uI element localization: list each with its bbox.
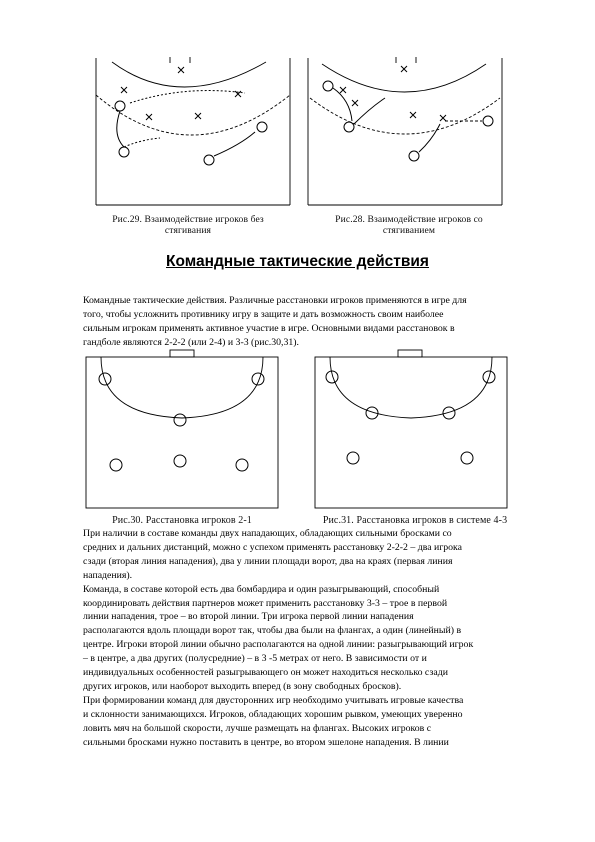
- caption-line: стягиванием: [382, 225, 436, 236]
- text-line: линии нападения, трое – во второй линии. Три игрока первой линии нападения: [83, 611, 414, 623]
- text-line: Команда, в составе которой есть два бомбардира и один разыгрывающий, способный: [83, 583, 440, 595]
- intro-paragraph: [83, 294, 563, 350]
- figure-31-caption: Рис.31. Расстановка игроков в системе 4-3: [322, 515, 508, 526]
- text-line: сильным игрокам применять активное участие в игре. Основными видами расстановок в: [83, 322, 455, 334]
- body-paragraph: [83, 527, 563, 750]
- text-line: сзади (вторая линия нападения), два у линии площади ворот, два на краях (первая линия: [83, 555, 453, 567]
- text-line: сильными бросками нужно поставить в центре, во втором эшелоне нападения. В линии: [83, 736, 449, 748]
- text-line: располагаются вдоль площади ворот так, чтобы два были на флангах, а один (линейный) в: [83, 625, 462, 637]
- figure-29-caption: [78, 214, 298, 236]
- text-line: средних и дальних дистанций, можно с успехом применять расстановку 2-2-2 – два игрока: [83, 541, 463, 553]
- text-line: и склонности занимающихся. Игроков, обладающих хорошим рывком, умеющих уверенно: [83, 708, 463, 720]
- page-title: Командные тактические действия: [166, 253, 429, 270]
- text-line: При формировании команд для двусторонних игр необходимо учитывать игровые качества: [83, 694, 464, 706]
- text-line: центре. Игроки второй линии обычно располагаются на одной линии: разыгрывающий игрок: [83, 639, 474, 651]
- text-line: того, чтобы усложнить противнику игру в защите и дать возможность своим наиболее: [83, 308, 444, 320]
- caption-line: Рис.29. Взаимодействие игроков без: [112, 214, 264, 225]
- caption-line: Рис.28. Взаимодействие игроков со: [335, 214, 483, 225]
- text-line: – в центре, а два других (полусредние) – в 3 -5 метрах от него. В зависимости от и: [83, 653, 427, 665]
- text-line: Командные тактические действия. Различные расстановки игроков применяются в игре для: [83, 295, 467, 306]
- text-line: координировать действия партнеров может применить расстановку 3-3 – трое в первой: [83, 597, 448, 609]
- text-line: индивидуальных особенностей разыгрывающего он может находиться несколько сзади: [83, 667, 448, 679]
- caption-line: стягивания: [164, 225, 212, 236]
- text-line: При наличии в составе команды двух нападающих, обладающих сильными бросками со: [83, 528, 452, 539]
- figure-28-caption: [304, 214, 514, 236]
- text-line: нападения).: [83, 569, 133, 581]
- text-line: других игроков, или наоборот выходить вперед (в зону свободных бросков).: [83, 680, 402, 692]
- text-line: гандболе являются 2-2-2 (или 2-4) и 3-3 (рис.30,31).: [83, 336, 300, 348]
- figure-30-caption: Рис.30. Расстановка игроков 2-1: [112, 515, 252, 526]
- text-line: ловить мяч на большой скорости, лучше размещать на флангах. Высоких игроков с: [83, 722, 432, 734]
